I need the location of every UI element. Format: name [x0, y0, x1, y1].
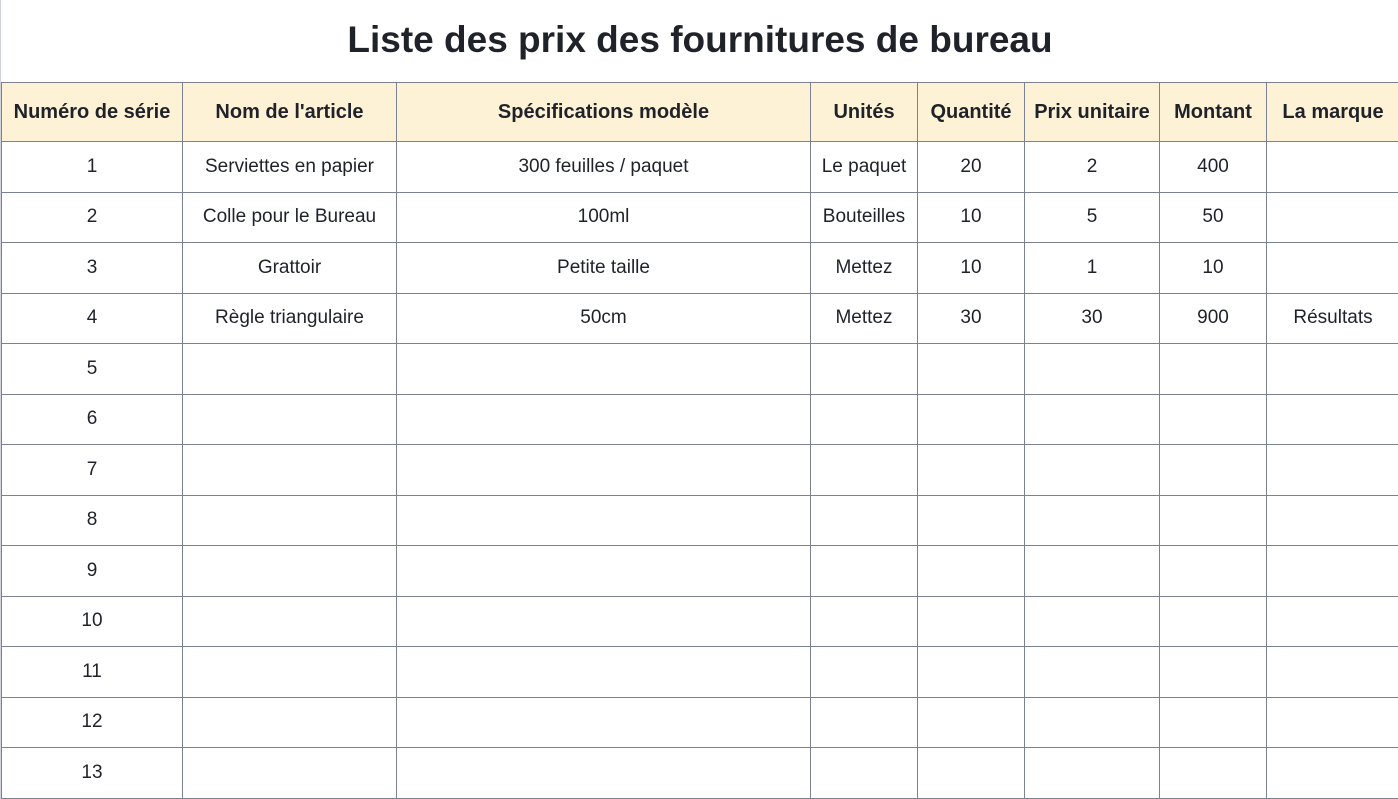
- cell-amount[interactable]: [1160, 546, 1267, 597]
- cell-item-name[interactable]: Règle triangulaire: [183, 293, 397, 344]
- cell-unit-price[interactable]: 1: [1025, 243, 1160, 294]
- cell-quantity[interactable]: [918, 697, 1025, 748]
- cell-model-specs[interactable]: [397, 647, 811, 698]
- page-title: Liste des prix des fournitures de bureau: [347, 19, 1053, 60]
- cell-quantity[interactable]: [918, 495, 1025, 546]
- cell-model-specs[interactable]: [397, 344, 811, 395]
- cell-units[interactable]: [811, 394, 918, 445]
- cell-amount[interactable]: [1160, 748, 1267, 799]
- column-header-unit-price[interactable]: Prix unitaire: [1025, 83, 1160, 142]
- cell-item-name[interactable]: [183, 697, 397, 748]
- cell-amount[interactable]: [1160, 344, 1267, 395]
- cell-item-name[interactable]: [183, 344, 397, 395]
- cell-serial-number[interactable]: 1: [2, 142, 183, 193]
- cell-units[interactable]: Le paquet: [811, 142, 918, 193]
- cell-quantity[interactable]: [918, 344, 1025, 395]
- cell-quantity[interactable]: 10: [918, 192, 1025, 243]
- cell-unit-price[interactable]: [1025, 394, 1160, 445]
- column-header-model-specs[interactable]: Spécifications modèle: [397, 83, 811, 142]
- cell-unit-price[interactable]: [1025, 647, 1160, 698]
- table-row: [2, 748, 1398, 799]
- cell-serial-number[interactable]: 6: [2, 394, 183, 445]
- cell-serial-number[interactable]: 9: [2, 546, 183, 597]
- price-table: [1, 82, 1398, 799]
- cell-model-specs[interactable]: 100ml: [397, 192, 811, 243]
- table-row: [2, 394, 1398, 445]
- cell-model-specs[interactable]: [397, 697, 811, 748]
- cell-brand[interactable]: [1267, 142, 1398, 193]
- cell-item-name[interactable]: [183, 647, 397, 698]
- cell-amount[interactable]: 400: [1160, 142, 1267, 193]
- cell-model-specs[interactable]: [397, 546, 811, 597]
- cell-units[interactable]: [811, 546, 918, 597]
- cell-unit-price[interactable]: [1025, 445, 1160, 496]
- cell-quantity[interactable]: 20: [918, 142, 1025, 193]
- cell-serial-number[interactable]: 11: [2, 647, 183, 698]
- cell-quantity[interactable]: 30: [918, 293, 1025, 344]
- cell-serial-number[interactable]: 2: [2, 192, 183, 243]
- cell-quantity[interactable]: [918, 546, 1025, 597]
- table-body: [2, 142, 1398, 799]
- table-row: [2, 243, 1398, 294]
- cell-brand[interactable]: [1267, 495, 1398, 546]
- cell-serial-number[interactable]: 13: [2, 748, 183, 799]
- table-row: [2, 344, 1398, 395]
- cell-quantity[interactable]: [918, 445, 1025, 496]
- cell-unit-price[interactable]: [1025, 344, 1160, 395]
- table-row: [2, 142, 1398, 193]
- column-header-serial-number[interactable]: Numéro de série: [2, 83, 183, 142]
- column-header-quantity[interactable]: Quantité: [918, 83, 1025, 142]
- cell-model-specs[interactable]: Petite taille: [397, 243, 811, 294]
- cell-unit-price[interactable]: 30: [1025, 293, 1160, 344]
- cell-amount[interactable]: [1160, 394, 1267, 445]
- cell-unit-price[interactable]: [1025, 546, 1160, 597]
- cell-units[interactable]: [811, 445, 918, 496]
- column-header-brand[interactable]: La marque: [1267, 83, 1398, 142]
- cell-amount[interactable]: [1160, 445, 1267, 496]
- cell-amount[interactable]: 900: [1160, 293, 1267, 344]
- cell-quantity[interactable]: [918, 596, 1025, 647]
- cell-brand[interactable]: [1267, 697, 1398, 748]
- table-header-row: [2, 83, 1398, 142]
- cell-amount[interactable]: [1160, 596, 1267, 647]
- cell-serial-number[interactable]: 8: [2, 495, 183, 546]
- cell-unit-price[interactable]: 5: [1025, 192, 1160, 243]
- cell-units[interactable]: Mettez: [811, 293, 918, 344]
- cell-brand[interactable]: [1267, 647, 1398, 698]
- cell-unit-price[interactable]: 2: [1025, 142, 1160, 193]
- cell-item-name[interactable]: Serviettes en papier: [183, 142, 397, 193]
- cell-brand[interactable]: [1267, 596, 1398, 647]
- column-header-amount[interactable]: Montant: [1160, 83, 1267, 142]
- cell-unit-price[interactable]: [1025, 697, 1160, 748]
- column-header-units[interactable]: Unités: [811, 83, 918, 142]
- cell-quantity[interactable]: [918, 394, 1025, 445]
- table-row: [2, 546, 1398, 597]
- table-row: [2, 445, 1398, 496]
- cell-brand[interactable]: [1267, 546, 1398, 597]
- cell-serial-number[interactable]: 10: [2, 596, 183, 647]
- cell-units[interactable]: [811, 495, 918, 546]
- cell-units[interactable]: [811, 748, 918, 799]
- cell-model-specs[interactable]: [397, 748, 811, 799]
- cell-quantity[interactable]: [918, 748, 1025, 799]
- cell-model-specs[interactable]: 50cm: [397, 293, 811, 344]
- cell-serial-number[interactable]: 12: [2, 697, 183, 748]
- cell-brand[interactable]: [1267, 445, 1398, 496]
- cell-amount[interactable]: [1160, 697, 1267, 748]
- table-row: [2, 596, 1398, 647]
- cell-units[interactable]: [811, 596, 918, 647]
- cell-units[interactable]: [811, 344, 918, 395]
- cell-model-specs[interactable]: [397, 495, 811, 546]
- cell-quantity[interactable]: 10: [918, 243, 1025, 294]
- cell-item-name[interactable]: [183, 596, 397, 647]
- table-row: [2, 495, 1398, 546]
- cell-amount[interactable]: [1160, 647, 1267, 698]
- cell-item-name[interactable]: [183, 495, 397, 546]
- cell-model-specs[interactable]: [397, 445, 811, 496]
- cell-units[interactable]: [811, 697, 918, 748]
- cell-serial-number[interactable]: 3: [2, 243, 183, 294]
- cell-model-specs[interactable]: [397, 596, 811, 647]
- cell-brand[interactable]: Résultats: [1267, 293, 1398, 344]
- cell-serial-number[interactable]: 4: [2, 293, 183, 344]
- cell-serial-number[interactable]: 5: [2, 344, 183, 395]
- cell-brand[interactable]: [1267, 344, 1398, 395]
- column-header-item-name[interactable]: Nom de l'article: [183, 83, 397, 142]
- table-row: [2, 647, 1398, 698]
- cell-brand[interactable]: [1267, 243, 1398, 294]
- cell-item-name[interactable]: Grattoir: [183, 243, 397, 294]
- cell-model-specs[interactable]: [397, 394, 811, 445]
- cell-item-name[interactable]: [183, 394, 397, 445]
- cell-item-name[interactable]: [183, 445, 397, 496]
- cell-amount[interactable]: 10: [1160, 243, 1267, 294]
- cell-brand[interactable]: [1267, 748, 1398, 799]
- cell-brand[interactable]: [1267, 394, 1398, 445]
- cell-item-name[interactable]: Colle pour le Bureau: [183, 192, 397, 243]
- table-row: [2, 697, 1398, 748]
- table-row: [2, 192, 1398, 243]
- cell-unit-price[interactable]: [1025, 748, 1160, 799]
- cell-units[interactable]: Bouteilles: [811, 192, 918, 243]
- cell-item-name[interactable]: [183, 546, 397, 597]
- cell-units[interactable]: Mettez: [811, 243, 918, 294]
- cell-model-specs[interactable]: 300 feuilles / paquet: [397, 142, 811, 193]
- cell-unit-price[interactable]: [1025, 495, 1160, 546]
- cell-units[interactable]: [811, 647, 918, 698]
- cell-item-name[interactable]: [183, 748, 397, 799]
- cell-amount[interactable]: 50: [1160, 192, 1267, 243]
- cell-unit-price[interactable]: [1025, 596, 1160, 647]
- cell-amount[interactable]: [1160, 495, 1267, 546]
- cell-serial-number[interactable]: 7: [2, 445, 183, 496]
- table-row: [2, 293, 1398, 344]
- cell-brand[interactable]: [1267, 192, 1398, 243]
- cell-quantity[interactable]: [918, 647, 1025, 698]
